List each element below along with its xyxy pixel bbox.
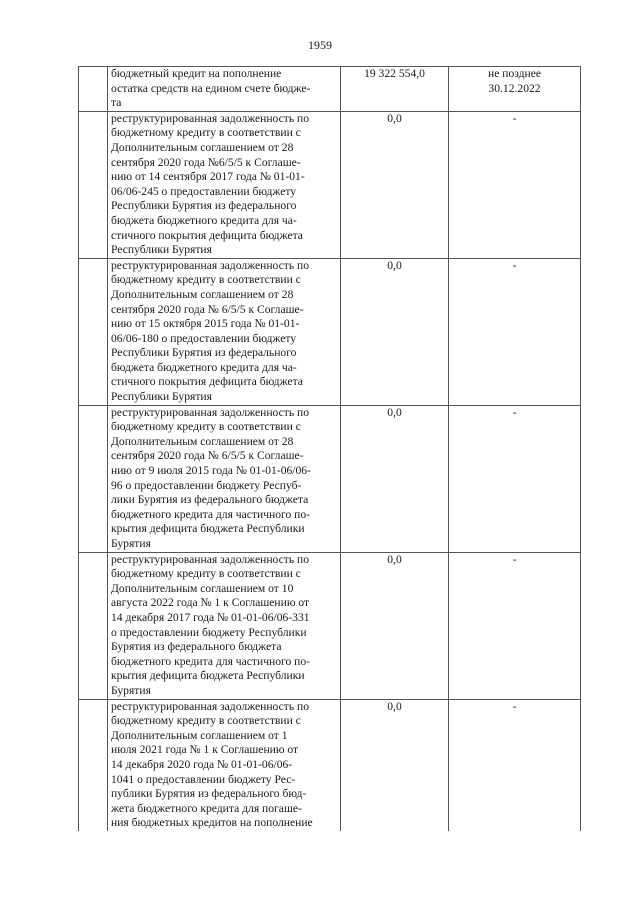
term-cell bbox=[449, 258, 581, 405]
description-line: сентября 2020 года №6/5/5 к Соглаше- bbox=[111, 155, 301, 169]
description-line: Дополнительным соглашением от 28 bbox=[111, 140, 294, 154]
description-line: крытия дефицита бюджета Республики bbox=[111, 669, 305, 683]
amount-cell: 0,0 bbox=[341, 699, 449, 831]
description-line: остатка средств на едином счете бюдже- bbox=[111, 81, 311, 95]
description-line: бюджета бюджетного кредита для ча- bbox=[111, 213, 297, 227]
description-line: Дополнительным соглашением от 10 bbox=[111, 581, 294, 595]
description-line: бюджетному кредиту в соответствии с bbox=[111, 273, 301, 287]
description-line: Бурятия bbox=[111, 537, 151, 550]
table-row bbox=[79, 67, 581, 112]
description-line: Республики Бурятия bbox=[111, 390, 212, 404]
term-cell bbox=[449, 111, 581, 258]
description-line: Бурятия bbox=[111, 683, 151, 697]
amount-cell: 0,0 bbox=[341, 111, 449, 258]
description-line: нию от 9 июля 2015 года № 01-01-06/06- bbox=[111, 464, 311, 478]
index-cell bbox=[79, 552, 108, 699]
description-line: лики Бурятия из федерального бюджета bbox=[111, 493, 309, 507]
table-row bbox=[79, 405, 581, 552]
description-line: бюджетному кредиту в соответствии с bbox=[111, 567, 301, 581]
table-row bbox=[79, 552, 581, 699]
description-line: Дополнительным соглашением от 28 bbox=[111, 287, 294, 301]
description-line: 1041 о предоставлении бюджету Рес- bbox=[111, 772, 296, 786]
description-line: бюджетному кредиту в соответствии с bbox=[111, 420, 301, 434]
description-line: сентября 2020 года № 6/5/5 к Соглаше- bbox=[111, 449, 304, 463]
description-line: бюджетному кредиту в соответствии с bbox=[111, 126, 301, 140]
page-number: 1959 bbox=[308, 38, 332, 52]
term-line: - bbox=[512, 258, 517, 272]
description-line: реструктурированная задолженность по bbox=[111, 111, 310, 125]
term-line: 30.12.2022 bbox=[488, 81, 541, 95]
description-line: реструктурированная задолженность по bbox=[111, 552, 310, 566]
term-line: не позднее bbox=[487, 67, 541, 80]
table-row bbox=[79, 699, 581, 831]
description-cell bbox=[108, 699, 341, 831]
table-row bbox=[79, 111, 581, 258]
term-cell bbox=[449, 405, 581, 552]
description-line: жета бюджетного кредита для погаше- bbox=[111, 801, 302, 815]
description-line: ния бюджетных кредитов на пополнение bbox=[111, 816, 313, 830]
index-cell bbox=[79, 405, 108, 552]
description-line: бюджетного кредита для частичного по- bbox=[111, 507, 311, 521]
amount-cell: 19 322 554,0 bbox=[341, 67, 449, 112]
description-line: та bbox=[111, 96, 122, 110]
term-cell bbox=[449, 699, 581, 831]
term-cell bbox=[449, 67, 581, 112]
description-line: стичного покрытия дефицита бюджета bbox=[111, 228, 303, 242]
description-line: сентября 2020 года № 6/5/5 к Соглаше- bbox=[111, 302, 304, 316]
description-cell bbox=[108, 258, 341, 405]
description-line: стичного покрытия дефицита бюджета bbox=[111, 375, 303, 389]
description-cell bbox=[108, 111, 341, 258]
term-line: - bbox=[512, 699, 517, 713]
description-line: Республики Бурятия из федерального bbox=[111, 199, 297, 213]
table-row bbox=[79, 258, 581, 405]
description-line: Республики Бурятия bbox=[111, 243, 212, 257]
term-line: - bbox=[512, 552, 517, 566]
description-line: нию от 14 сентября 2017 года № 01-01- bbox=[111, 170, 305, 184]
index-cell bbox=[79, 67, 108, 112]
description-line: 14 декабря 2017 года № 01-01-06/06-331 bbox=[111, 610, 310, 624]
term-cell bbox=[449, 552, 581, 699]
description-line: реструктурированная задолженность по bbox=[111, 258, 310, 272]
description-line: 06/06-180 о предоставлении бюджету bbox=[111, 331, 297, 345]
description-line: реструктурированная задолженность по bbox=[111, 405, 310, 419]
description-line: Бурятия из федерального бюджета bbox=[111, 640, 282, 654]
budget-credit-table bbox=[78, 66, 581, 831]
term-line: - bbox=[512, 405, 517, 419]
description-line: бюджета бюджетного кредита для ча- bbox=[111, 360, 297, 374]
description-cell bbox=[108, 405, 341, 552]
description-line: нию от 15 октября 2015 года № 01-01- bbox=[111, 317, 300, 331]
description-line: крытия дефицита бюджета Республики bbox=[111, 522, 305, 536]
term-line: - bbox=[512, 111, 517, 125]
description-line: 14 декабря 2020 года № 01-01-06/06- bbox=[111, 757, 293, 771]
amount-cell: 0,0 bbox=[341, 258, 449, 405]
amount-cell: 0,0 bbox=[341, 552, 449, 699]
description-line: июля 2021 года № 1 к Соглашению от bbox=[111, 743, 299, 757]
description-line: Республики Бурятия из федерального bbox=[111, 346, 297, 360]
amount-cell: 0,0 bbox=[341, 405, 449, 552]
description-line: реструктурированная задолженность по bbox=[111, 699, 310, 713]
description-line: о предоставлении бюджету Республики bbox=[111, 625, 307, 639]
index-cell bbox=[79, 699, 108, 831]
description-line: Дополнительным соглашением от 28 bbox=[111, 434, 294, 448]
description-line: 06/06-245 о предоставлении бюджету bbox=[111, 184, 297, 198]
description-line: бюджетному кредиту в соответствии с bbox=[111, 714, 301, 728]
description-line: бюджетный кредит на пополнение bbox=[111, 67, 282, 80]
description-line: Дополнительным соглашением от 1 bbox=[111, 728, 288, 742]
description-cell bbox=[108, 67, 341, 112]
index-cell bbox=[79, 258, 108, 405]
description-cell bbox=[108, 552, 341, 699]
description-line: публики Бурятия из федерального бюд- bbox=[111, 787, 307, 801]
description-line: бюджетного кредита для частичного по- bbox=[111, 654, 311, 668]
description-line: 96 о предоставлении бюджету Респуб- bbox=[111, 478, 302, 492]
index-cell bbox=[79, 111, 108, 258]
description-line: августа 2022 года № 1 к Соглашению от bbox=[111, 596, 310, 610]
